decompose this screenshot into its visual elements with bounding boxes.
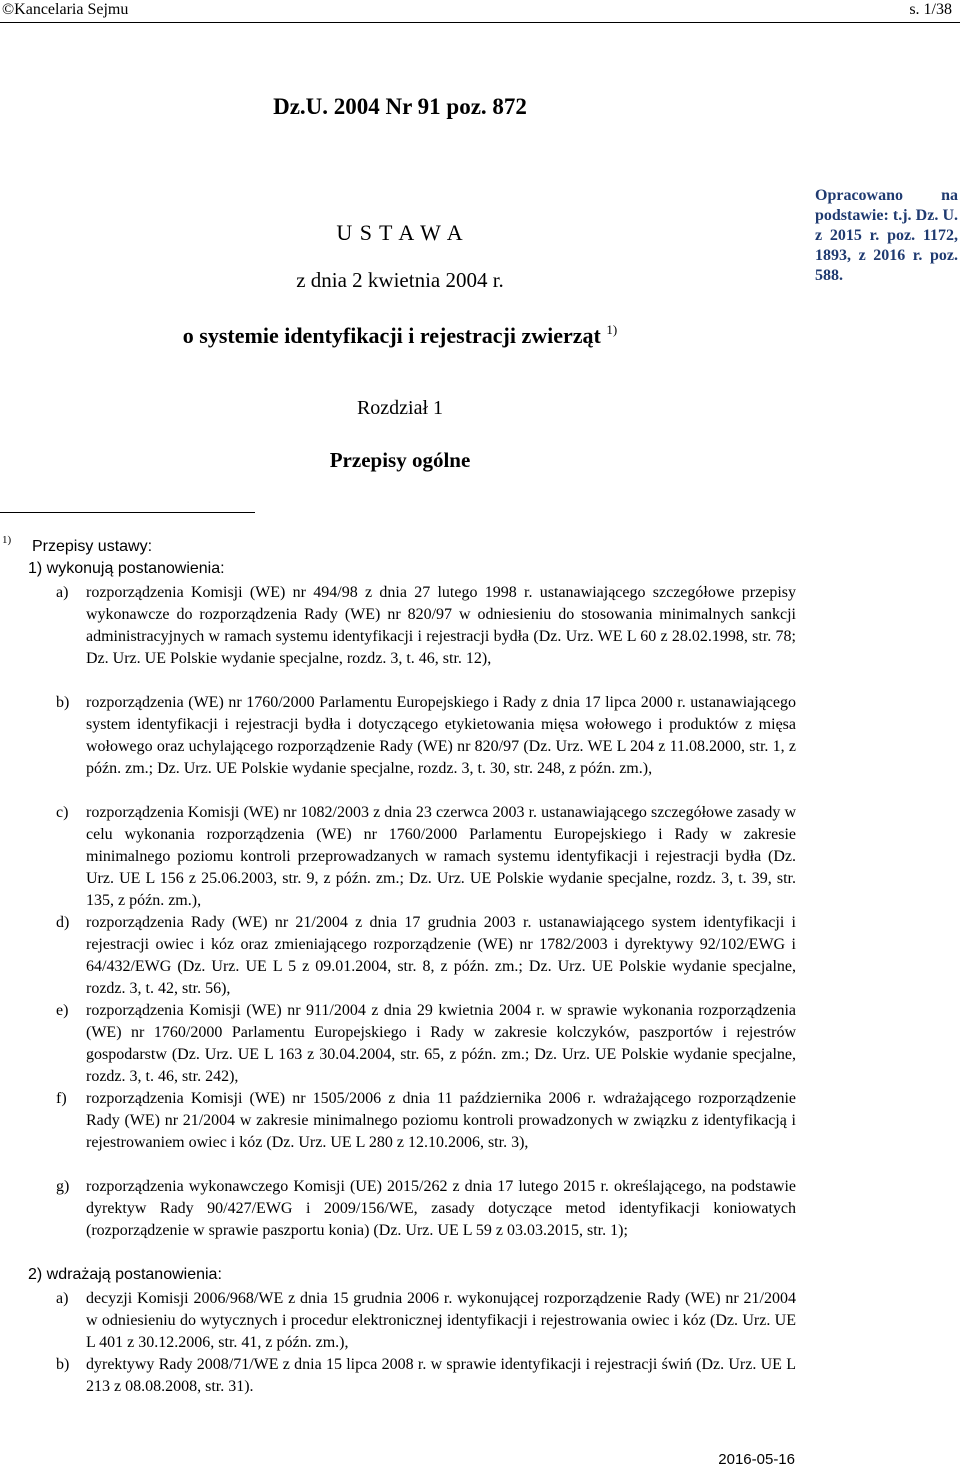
footnote-item bbox=[56, 1288, 796, 1354]
item-text: rozporządzenia Rady (WE) nr 21/2004 z dnia 17 grudnia 2003 r. ustanawiającego system identyfikacji i rejestracji owiec i kóz oraz zmieniającego rozporządzenie (WE) nr 1782/2003 i dyrektywy 92/102/EWG i 64/432/EWG (Dz. Urz. UE L 5 z 09.01.2004, str. 8, z późn. zm.; Dz. Urz. UE Polskie wydanie specjalne, rozdz. 3, t. 42, str. 56), bbox=[86, 914, 796, 997]
item-text: decyzji Komisji 2006/968/WE z dnia 15 grudnia 2006 r. wykonującej rozporządzenie Rady (WE) nr 21/2004 w odniesieniu do wytycznych i procedur elektronicznej identyfikacji i rejestrowania owiec i kóz (Dz. Urz. UE L 401 z 30.12.2006, str. 41, z późn. zm.), bbox=[86, 1290, 796, 1351]
footnote-intro: Przepisy ustawy: bbox=[32, 538, 153, 555]
item-text: rozporządzenia (WE) nr 1760/2000 Parlamentu Europejskiego i Rady z dnia 17 lipca 2000 r. ustanawiającego system identyfikacji i rejestracji bydła i dotyczącego etykietowania mięsa wołowego i produktów z mięsa wołowego oraz uchylającego rozporządzenie Rady (WE) nr 820/97 (Dz. Urz. WE L 204 z 11.08.2000, str. 1, z późn. zm.; Dz. Urz. UE Polskie wydanie specjalne, rozdz. 3, t. 30, str. 248, z późn. zm.), bbox=[86, 694, 796, 777]
footnote-reference[interactable]: 1) bbox=[606, 322, 618, 337]
item-text: rozporządzenia wykonawczego Komisji (UE) 2015/262 z dnia 17 lutego 2015 r. określającego, na podstawie dyrektyw Rady 90/427/EWG i 2009/156/WE, zasady dotyczące metod identyfikacji koniowatych (rozporządzenie w sprawie paszportu konia) (Dz. Urz. UE L 59 z 03.03.2015, str. 1); bbox=[86, 1178, 796, 1239]
page-number: s. 1/38 bbox=[909, 1, 952, 18]
item-label: c) bbox=[56, 804, 69, 821]
footnote-separator bbox=[0, 512, 255, 513]
act-subject bbox=[0, 322, 800, 349]
footer-date: 2016-05-16 bbox=[718, 1451, 795, 1468]
item-text: rozporządzenia Komisji (WE) nr 1082/2003 z dnia 23 czerwca 2003 r. ustanawiającego szczegółowe zasady w celu wykonania rozporządzenia (WE) nr 1760/2000 Parlamentu Europejskiego i Rady w zakresie minimalnego poziomu kontroli przeprowadzanych w ramach systemu identyfikacji i rejestracji bydła (Dz. Urz. UE L 156 z 25.06.2003, str. 9, z późn. zm.; Dz. Urz. UE Polskie wydanie specjalne, rozdz. 3, t. 39, str. 135, z późn. zm.), bbox=[86, 804, 796, 909]
item-label: b) bbox=[56, 694, 70, 711]
item-label: e) bbox=[56, 1002, 69, 1019]
footnote-item bbox=[56, 1088, 796, 1154]
item-label: a) bbox=[56, 1290, 69, 1307]
footnote-item bbox=[56, 582, 796, 670]
footnote-item bbox=[56, 802, 796, 912]
item-text: rozporządzenia Komisji (WE) nr 911/2004 z dnia 29 kwietnia 2004 r. w sprawie wykonania rozporządzenia (WE) nr 1760/2000 Parlamentu Europejskiego i Rady w zakresie kolczyków, paszportów i rejestrów gospodarstw (Dz. Urz. UE L 163 z 30.04.2004, str. 65, z późn. zm.; Dz. Urz. UE Polskie wydanie specjalne, rozdz. 3, t. 46, str. 242), bbox=[86, 1002, 796, 1085]
item-label: f) bbox=[56, 1090, 67, 1107]
item-label: g) bbox=[56, 1178, 70, 1195]
footnote-item bbox=[56, 1354, 796, 1398]
footnote-item bbox=[56, 912, 796, 1000]
footnote-item bbox=[56, 1000, 796, 1088]
item-text: rozporządzenia Komisji (WE) nr 1505/2006 z dnia 11 października 2006 r. wdrażającego rozporządzenie Rady (WE) nr 21/2004 w zakresie minimalnego poziomu kontroli prowadzonych w związku z identyfikacją i rejestrowaniem owiec i kóz (Dz. Urz. UE L 280 z 12.10.2006, str. 3), bbox=[86, 1090, 796, 1151]
chapter-title: Przepisy ogólne bbox=[329, 448, 471, 472]
item-label: b) bbox=[56, 1356, 70, 1373]
footnote-mark: 1) bbox=[2, 534, 12, 546]
source-note: Opracowano na podstawie: t.j. Dz. U. z 2015 r. poz. 1172, 1893, z 2016 r. poz. 588. bbox=[815, 187, 958, 284]
footnote-item bbox=[56, 692, 796, 780]
item-text: rozporządzenia Komisji (WE) nr 494/98 z dnia 27 lutego 1998 r. ustanawiającego szczegółowe przepisy wykonawcze do rozporządzenia Rady (WE) nr 820/97 w odniesieniu do stosowania minimalnych sankcji administracyjnych w ramach systemu identyfikacji i rejestracji bydła (Dz. Urz. WE L 60 z 28.02.1998, str. 78; Dz. Urz. UE Polskie wydanie specjalne, rozdz. 3, t. 46, str. 12), bbox=[86, 584, 796, 667]
act-type: U S T A W A bbox=[336, 220, 464, 245]
footnote-item bbox=[56, 1176, 796, 1242]
chapter-number: Rozdział 1 bbox=[356, 397, 444, 419]
publisher-label: ©Kancelaria Sejmu bbox=[2, 1, 129, 18]
act-subject-text: o systemie identyfikacji i rejestracji zwierząt bbox=[182, 323, 601, 348]
act-date: z dnia 2 kwietnia 2004 r. bbox=[296, 268, 504, 292]
gazette-reference: Dz.U. 2004 Nr 91 poz. 872 bbox=[273, 94, 527, 119]
item-label: a) bbox=[56, 584, 69, 601]
footnote-group-1-label: 1) wykonują postanowienia: bbox=[28, 560, 225, 577]
footnote-group-2-label: 2) wdrażają postanowienia: bbox=[28, 1266, 222, 1283]
item-label: d) bbox=[56, 914, 70, 931]
item-text: dyrektywy Rady 2008/71/WE z dnia 15 lipca 2008 r. w sprawie identyfikacji i rejestracji świń (Dz. Urz. UE L 213 z 08.08.2008, str. 31). bbox=[86, 1356, 796, 1395]
page-header bbox=[0, 0, 960, 23]
